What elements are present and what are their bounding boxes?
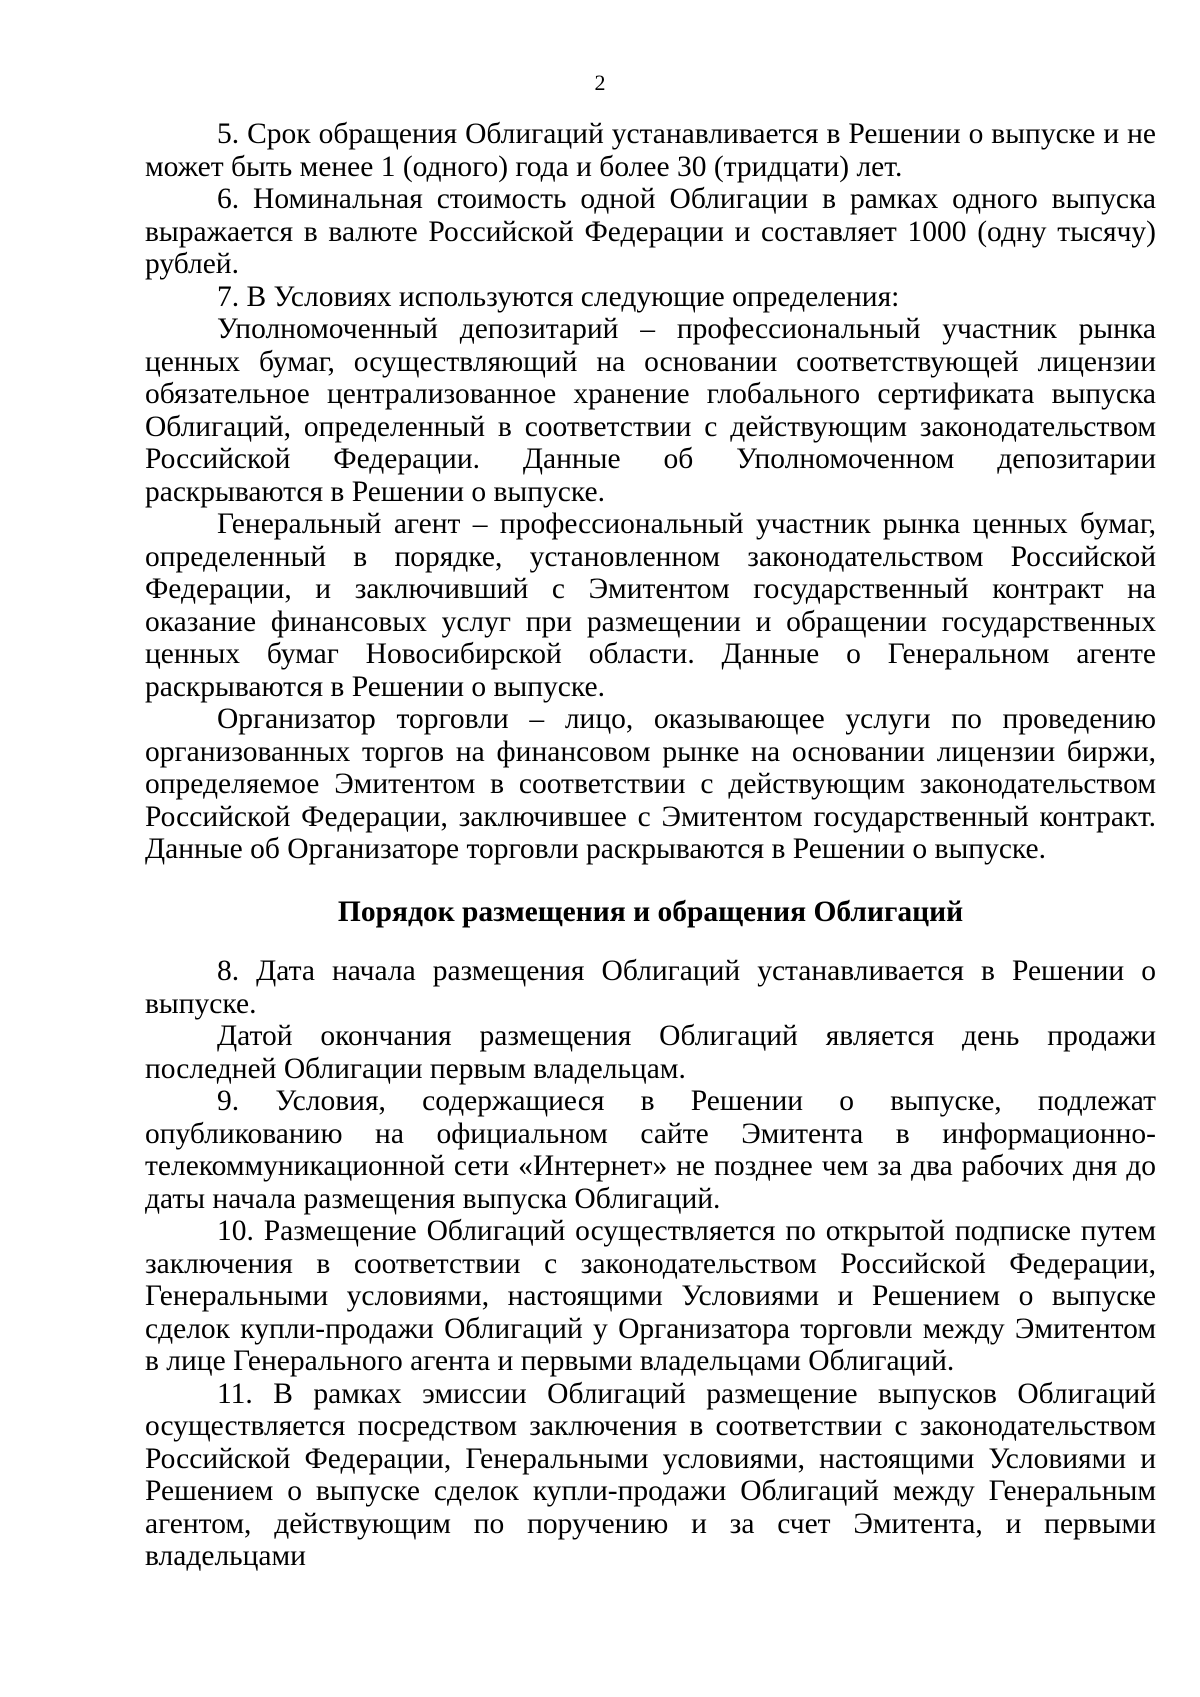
document-body <box>145 118 1156 1573</box>
paragraph-7-definitions-intro: 7. В Условиях используются следующие определения: <box>217 280 900 313</box>
paragraph-11-emission: 11. В рамках эмиссии Облигаций размещение выпусков Облигаций осуществляется посредством заключения в соответствии с законодательством Российской Федерации, Генеральными условиями, настоящими Условиями и Решением о выпуске сделок купли-продажи Облигаций между Генеральным агентом, действующим по поручению и за счет Эмитента, и первыми владельцами <box>145 1377 1156 1572</box>
paragraph-8-placement-start: 8. Дата начала размещения Облигаций устанавливается в Решении о выпуске. <box>145 955 1156 1020</box>
paragraph-5-bond-term: 5. Срок обращения Облигаций устанавливается в Решении о выпуске и не может быть менее 1 (одного) года и более 30 (тридцати) лет. <box>145 118 1156 183</box>
definition-general-agent: Генеральный агент – профессиональный участник рынка ценных бумаг, определенный в порядке, установленном законодательством Российской Федерации, и заключивший с Эмитентом государственный контракт на оказание финансовых услуг при размещении и обращении государственных ценных бумаг Новосибирской области. Данные о Генеральном агенте раскрываются в Решении о выпуске. <box>145 508 1156 703</box>
paragraph-10-open-subscription: 10. Размещение Облигаций осуществляется по открытой подписке путем заключения в соответствии с законодательством Российской Федерации, Генеральными условиями, настоящими Условиями и Решением о выпуске сделок купли-продажи Облигаций у Организатора торговли между Эмитентом в лице Генерального агента и первыми владельцами Облигаций. <box>145 1215 1156 1377</box>
definition-authorized-depository: Уполномоченный депозитарий – профессиональный участник рынка ценных бумаг, осуществляющий на основании соответствующей лицензии обязательное централизованное хранение глобального сертификата выпуска Облигаций, определенный в соответствии с действующим законодательством Российской Федерации. Данные об Уполномоченном депозитарии раскрываются в Решении о выпуске. <box>145 313 1156 508</box>
paragraph-9-publication: 9. Условия, содержащиеся в Решении о выпуске, подлежат опубликованию на официальном сайте Эмитента в информационно-телекоммуникационной сети «Интернет» не позднее чем за два рабочих дня до даты начала размещения выпуска Облигаций. <box>145 1085 1156 1215</box>
definition-trade-organizer: Организатор торговли – лицо, оказывающее услуги по проведению организованных торгов на финансовом рынке на основании лицензии биржи, определяемое Эмитентом в соответствии с действующим законодательством Российской Федерации, заключившее с Эмитентом государственный контракт. Данные об Организаторе торговли раскрываются в Решении о выпуске. <box>145 703 1156 865</box>
page-number: 2 <box>594 70 606 95</box>
section-heading: Порядок размещения и обращения Облигаций <box>337 895 964 928</box>
paragraph-6-nominal-value: 6. Номинальная стоимость одной Облигации в рамках одного выпуска выражается в валюте Российской Федерации и составляет 1000 (одну тысячу) рублей. <box>145 183 1156 280</box>
paragraph-placement-end: Датой окончания размещения Облигаций является день продажи последней Облигации первым владельцам. <box>145 1020 1156 1085</box>
